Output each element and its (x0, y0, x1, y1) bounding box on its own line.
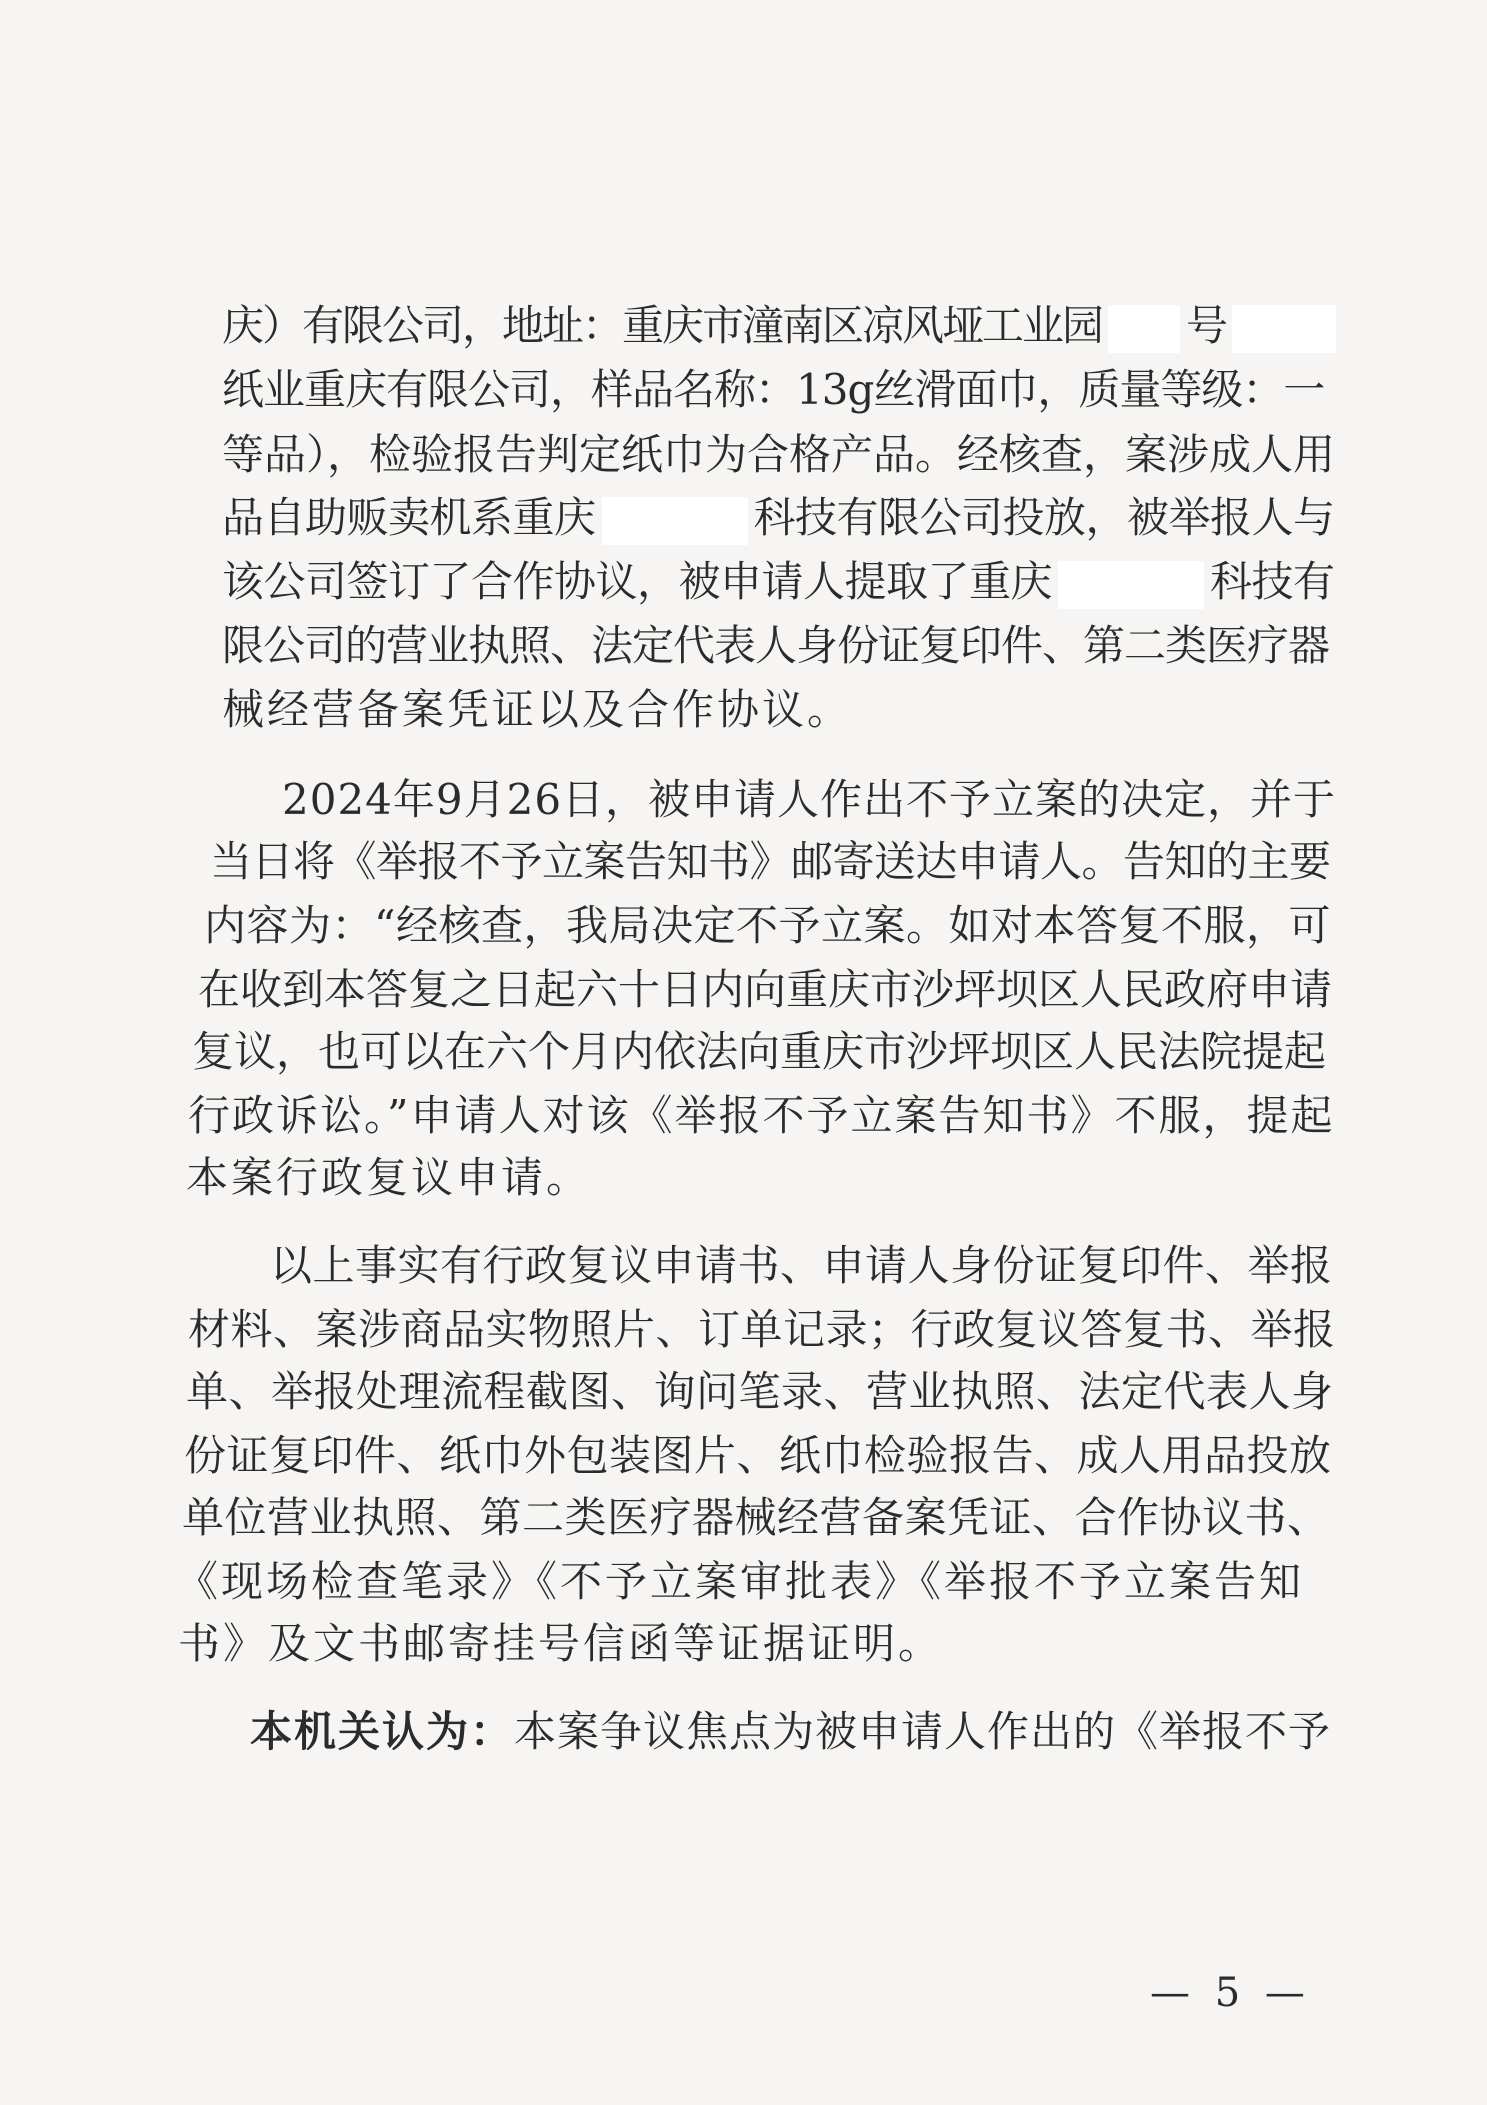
text-line (270, 1236, 1333, 1296)
text-line (282, 770, 1336, 830)
redaction-block (1108, 305, 1180, 353)
line-text: 2024年9月26日，被申请人作出不予立案的决定，并于 (282, 775, 1337, 824)
text-line (222, 296, 1342, 356)
line-text: 本案争议焦点为被申请人作出的《举报不予 (514, 1707, 1332, 1756)
text-line (178, 1614, 943, 1674)
text-line (186, 1148, 591, 1208)
line-text: 以上事实有行政复议申请书、申请人身份证复印件、举报 (270, 1241, 1333, 1290)
line-text: 书》及文书邮寄挂号信函等证据证明。 (178, 1619, 944, 1668)
line-text: 庆）有限公司，地址：重庆市潼南区凉风垭工业园 (222, 301, 1103, 350)
line-text: 品自助贩卖机系重庆 (222, 493, 596, 542)
line-text: 内容为：“经核查，我局决定不予立案。如对本答复不服，可 (204, 901, 1331, 950)
line-text: 材料、案涉商品实物照片、订单记录；行政复议答复书、举报 (188, 1305, 1336, 1354)
page-number: — 5 — (1150, 1970, 1311, 2016)
text-line (192, 1022, 1326, 1082)
line-text: 号 (1186, 301, 1227, 350)
text-line (204, 896, 1331, 956)
line-text: 《现场检查笔录》《不予立案审批表》《举报不予立案告知 (176, 1557, 1305, 1606)
line-text: 限公司的营业执照、法定代表人身份证复印件、第二类医疗器 (222, 621, 1330, 670)
line-text: 科技有 (1210, 557, 1335, 606)
line-text: 在收到本答复之日起六十日内向重庆市沙坪坝区人民政府申请 (198, 965, 1333, 1014)
text-line (182, 1488, 1330, 1548)
line-text: 当日将《举报不予立案告知书》邮寄送达申请人。告知的主要 (210, 837, 1331, 886)
line-text: 份证复印件、纸巾外包装图片、纸巾检验报告、成人用品投放 (184, 1431, 1332, 1480)
section-lead: 本机关认为： (250, 1707, 515, 1756)
line-text: 行政诉讼。”申请人对该《举报不予立案告知书》不服，提起 (188, 1091, 1335, 1140)
text-line (188, 1086, 1334, 1146)
redaction-block (1058, 561, 1204, 609)
redaction-block (602, 497, 748, 545)
text-line (222, 488, 1335, 548)
line-text: 科技有限公司投放，被举报人与 (753, 493, 1335, 542)
text-line (222, 425, 1335, 485)
line-text: 复议，也可以在六个月内依法向重庆市沙坪坝区人民法院提起 (192, 1027, 1327, 1076)
text-line (250, 1702, 1331, 1762)
text-line (184, 1426, 1332, 1486)
text-line (198, 960, 1332, 1020)
text-line (210, 832, 1331, 892)
line-text: 本案行政复议申请。 (186, 1153, 592, 1202)
line-text: 械经营备案凭证以及合作协议。 (222, 685, 853, 734)
line-text: 等品），检验报告判定纸巾为合格产品。经核查，案涉成人用 (222, 430, 1336, 479)
redaction-block (1232, 305, 1336, 353)
text-line (222, 680, 852, 740)
text-line (222, 552, 1335, 612)
text-line (176, 1552, 1304, 1612)
text-line (222, 616, 1329, 676)
line-text: 单位营业执照、第二类医疗器械经营备案凭证、合作协议书、 (182, 1493, 1330, 1542)
line-text: 该公司签订了合作协议，被申请人提取了重庆 (222, 557, 1053, 606)
text-line (188, 1300, 1336, 1360)
line-text: 单、举报处理流程截图、询问笔录、营业执照、法定代表人身 (186, 1367, 1334, 1416)
line-text: 纸业重庆有限公司，样品名称：13g丝滑面巾，质量等级：一 (222, 365, 1325, 414)
text-line (222, 360, 1324, 420)
text-line (186, 1362, 1334, 1422)
